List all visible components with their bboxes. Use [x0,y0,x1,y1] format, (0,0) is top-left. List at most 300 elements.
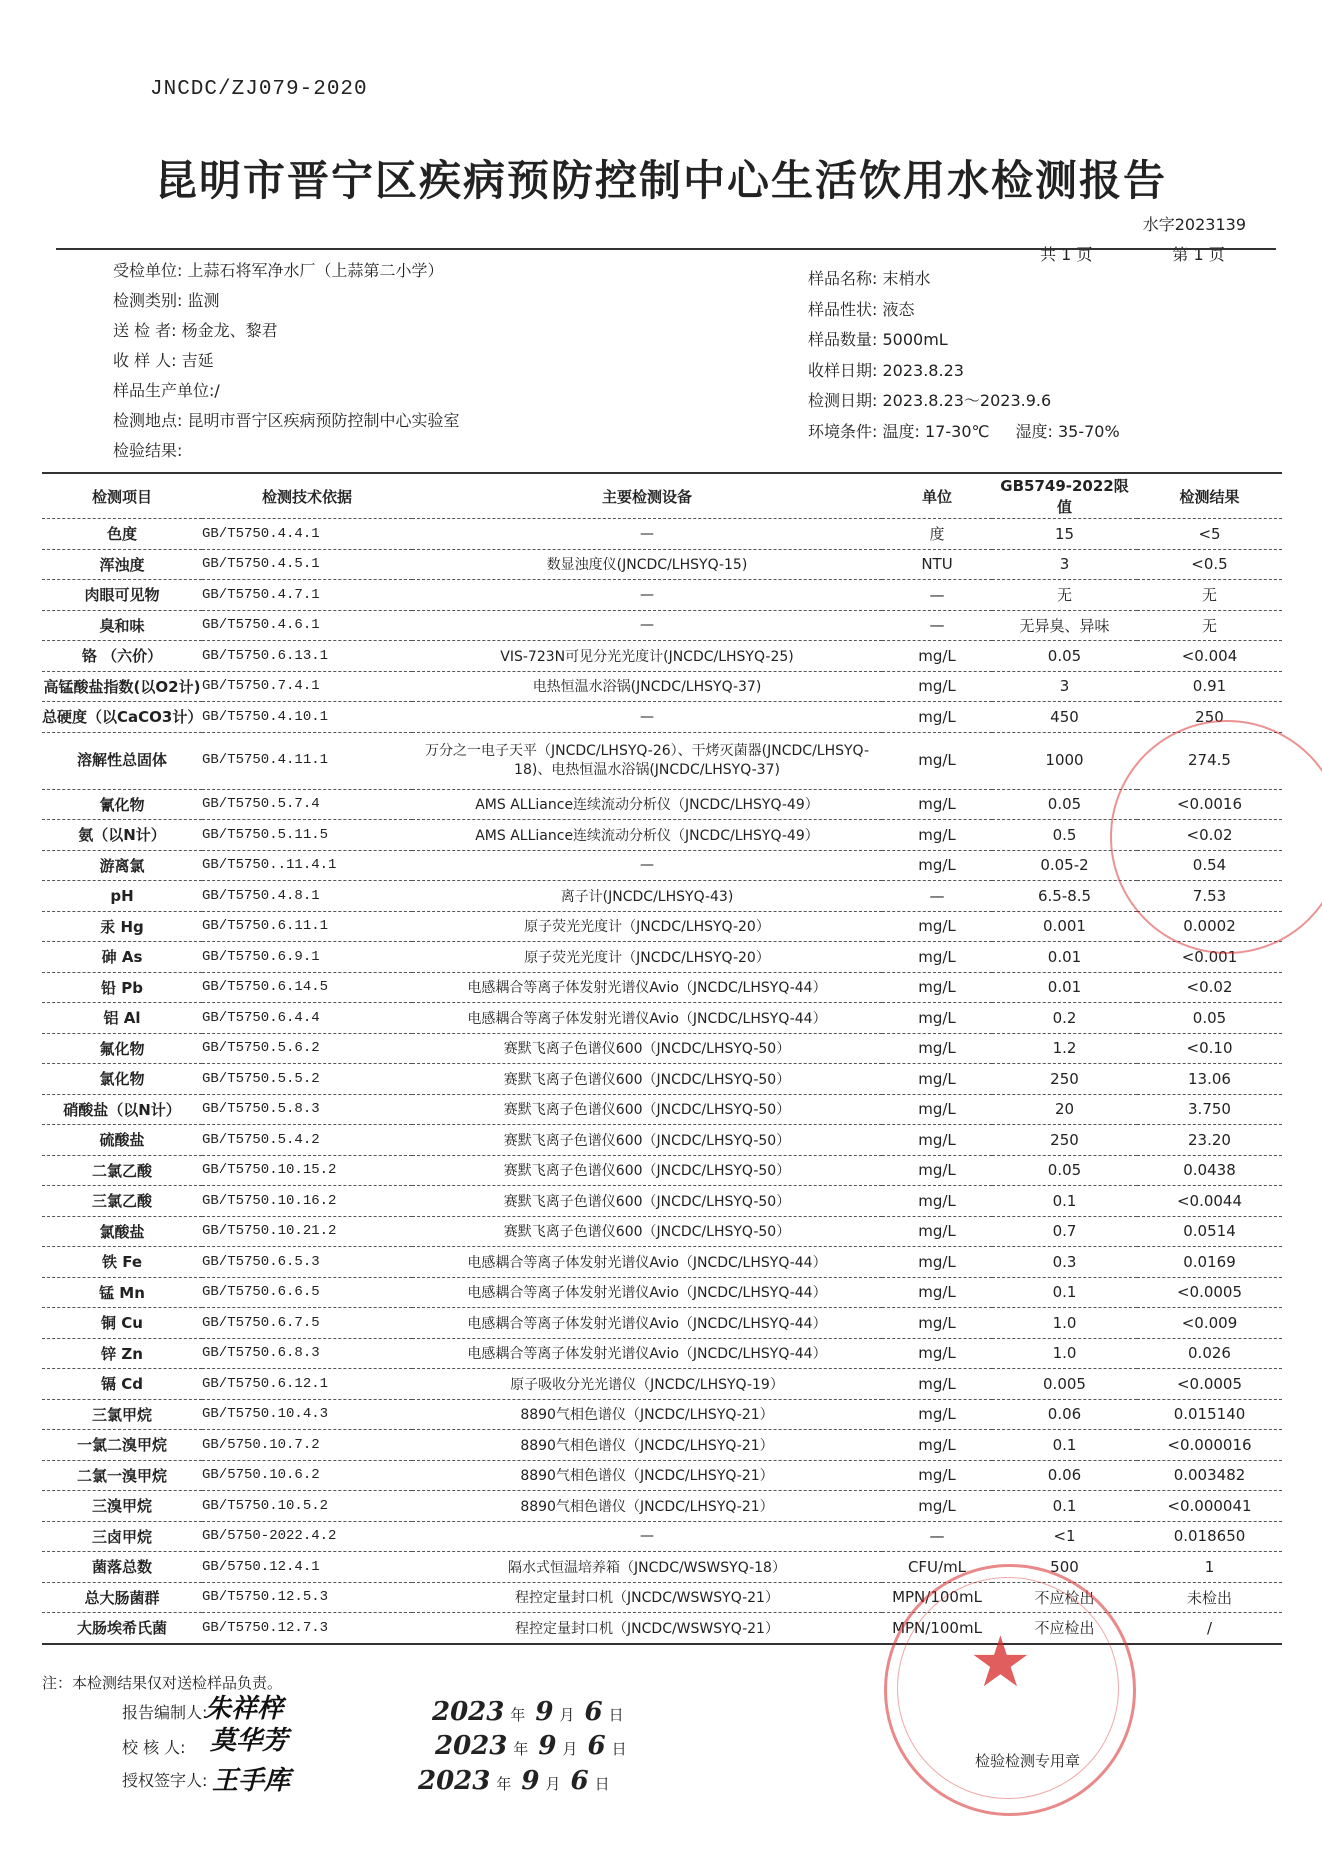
test-item: 锰 Mn [42,1277,202,1308]
test-method: GB/T5750.5.7.4 [202,789,412,820]
test-method: GB/T5750.6.7.5 [202,1308,412,1339]
test-item: pH [42,881,202,912]
test-unit: MPN/100mL [882,1582,992,1613]
category-value: 监测 [187,291,220,310]
table-row [42,610,1282,641]
signer-signature: 王手库 [212,1766,291,1796]
test-limit: 0.1 [992,1277,1137,1308]
test-unit: — [882,881,992,912]
category-row [113,286,460,316]
test-equipment: 电感耦合等离子体发射光谱仪Avio（JNCDC/LHSYQ-44） [412,1003,882,1034]
test-equipment: 离子计(JNCDC/LHSYQ-43) [412,881,882,912]
test-method: GB/T5750.6.12.1 [202,1369,412,1400]
test-method: GB/T5750.6.9.1 [202,942,412,973]
test-unit: mg/L [882,1033,992,1064]
test-unit: mg/L [882,789,992,820]
humidity-value: 35-70% [1057,421,1120,441]
test-unit: mg/L [882,1064,992,1095]
test-result: 0.003482 [1137,1460,1282,1491]
test-item: 总大肠菌群 [42,1582,202,1613]
sample-qty-row [808,325,1120,356]
test-result: 0.0002 [1137,911,1282,942]
test-limit: <1 [992,1521,1137,1552]
test-item: 砷 As [42,942,202,973]
table-row [42,881,1282,912]
test-limit: 0.5 [992,820,1137,851]
test-result: 250 [1137,702,1282,733]
test-item: 高锰酸盐指数(以O2计) [42,671,202,702]
reviewer-date-month: 9 [538,1731,557,1761]
test-limit: 250 [992,1125,1137,1156]
test-result: 0.0514 [1137,1216,1282,1247]
test-result: 23.20 [1137,1125,1282,1156]
location-value: 昆明市晋宁区疾病预防控制中心实验室 [187,411,460,430]
test-item: 锌 Zn [42,1338,202,1369]
test-result: 1 [1137,1552,1282,1583]
col-equipment-header: 主要检测设备 [601,487,692,506]
sample-info-left [113,256,460,466]
test-result: <0.004 [1137,641,1282,672]
table-row [42,850,1282,881]
test-item: 铬 （六价） [42,641,202,672]
test-unit: mg/L [882,1277,992,1308]
test-method: GB/T5750.6.4.4 [202,1003,412,1034]
total-pages: 共 1 页 [1040,245,1093,264]
test-result: <0.10 [1137,1033,1282,1064]
test-method: GB/T5750.4.5.1 [202,549,412,580]
test-item: 三卤甲烷 [42,1521,202,1552]
test-limit: 1.2 [992,1033,1137,1064]
test-item: 铁 Fe [42,1247,202,1278]
test-unit: mg/L [882,732,992,789]
signer-date [418,1766,620,1796]
test-equipment: 赛默飞离子色谱仪600（JNCDC/LHSYQ-50） [412,1155,882,1186]
test-unit: mg/L [882,1155,992,1186]
test-result: <0.02 [1137,820,1282,851]
test-result: 0.91 [1137,671,1282,702]
test-unit: — [882,1521,992,1552]
year-unit: 年 [496,1775,512,1793]
year-unit: 年 [513,1740,529,1758]
col-result-header: 检测结果 [1179,487,1240,506]
test-result: <0.5 [1137,549,1282,580]
test-item: 三氯甲烷 [42,1399,202,1430]
test-limit: 0.06 [992,1399,1137,1430]
test-method: GB/T5750.7.4.1 [202,671,412,702]
table-row [42,580,1282,611]
table-row [42,1308,1282,1339]
seal-star-icon: ★ [969,1621,1032,1703]
producer-label: 样品生产单位: [113,381,215,400]
test-item: 铝 Al [42,1003,202,1034]
receiver-row [113,346,460,376]
signer-date-day: 6 [570,1766,589,1796]
test-method: GB/T5750.12.7.3 [202,1613,412,1644]
month-unit: 月 [559,1706,575,1724]
receive-date-row [808,356,1120,387]
col-method-header: 检测技术依据 [261,487,352,506]
test-item: 臭和味 [42,610,202,641]
inspection-seal [884,1564,1136,1816]
test-equipment: 电感耦合等离子体发射光谱仪Avio（JNCDC/LHSYQ-44） [412,1338,882,1369]
table-row [42,1430,1282,1461]
test-method: GB/5750.12.4.1 [202,1552,412,1583]
test-equipment: AMS ALLiance连续流动分析仪（JNCDC/LHSYQ-49） [412,789,882,820]
test-limit: 0.06 [992,1460,1137,1491]
test-equipment: 程控定量封口机（JNCDC/WSWSYQ-21） [412,1613,882,1644]
compiler-date-year: 2023 [432,1697,505,1727]
sample-name-label: 样品名称: [808,269,878,288]
page-count [1040,242,1305,265]
month-unit: 月 [545,1775,561,1793]
test-limit: 0.01 [992,942,1137,973]
test-unit: mg/L [882,1094,992,1125]
reviewer-date-day: 6 [587,1731,606,1761]
test-limit: 500 [992,1552,1137,1583]
test-result: 0.54 [1137,850,1282,881]
table-row [42,1033,1282,1064]
test-unit: mg/L [882,1369,992,1400]
test-limit: 6.5-8.5 [992,881,1137,912]
test-limit: 无异臭、异味 [992,610,1137,641]
test-equipment: — [412,702,882,733]
result-row [113,436,460,466]
result-label: 检验结果: [113,441,183,460]
test-item: 氯酸盐 [42,1216,202,1247]
test-unit: mg/L [882,942,992,973]
test-result: <0.000041 [1137,1491,1282,1522]
test-result: 7.53 [1137,881,1282,912]
test-item: 铜 Cu [42,1308,202,1339]
test-limit: 250 [992,1064,1137,1095]
test-item: 三溴甲烷 [42,1491,202,1522]
table-row [42,1216,1282,1247]
table-row [42,1369,1282,1400]
test-method: GB/T5750.5.5.2 [202,1064,412,1095]
test-item: 溶解性总固体 [42,732,202,789]
reviewer-date [435,1731,637,1761]
test-unit: mg/L [882,641,992,672]
test-unit: mg/L [882,972,992,1003]
test-item: 色度 [42,519,202,550]
test-item: 菌落总数 [42,1552,202,1583]
receiver-value: 吉延 [181,351,214,370]
test-limit: 不应检出 [992,1613,1137,1644]
col-limit-header: GB5749-2022限值 [1000,477,1129,516]
test-item: 三氯乙酸 [42,1186,202,1217]
sample-state-label: 样品性状: [808,299,878,319]
test-limit: 0.1 [992,1430,1137,1461]
test-unit: — [882,610,992,641]
test-limit: 1000 [992,732,1137,789]
table-row [42,641,1282,672]
day-unit: 日 [611,1740,627,1758]
test-method: GB/T5750.4.7.1 [202,580,412,611]
table-row [42,519,1282,550]
test-item: 汞 Hg [42,911,202,942]
sample-name-row [808,264,1120,295]
test-unit: mg/L [882,1308,992,1339]
test-limit: 0.05-2 [992,850,1137,881]
test-limit: 0.7 [992,1216,1137,1247]
test-method: GB/T5750.5.8.3 [202,1094,412,1125]
test-unit: mg/L [882,1430,992,1461]
test-unit: mg/L [882,850,992,881]
table-row [42,911,1282,942]
test-item: 二氯一溴甲烷 [42,1460,202,1491]
month-unit: 月 [562,1740,578,1758]
table-row [42,942,1282,973]
test-unit: mg/L [882,1338,992,1369]
compiler-label: 报告编制人: [122,1703,208,1722]
test-result: 0.015140 [1137,1399,1282,1430]
table-row [42,1003,1282,1034]
table-row [42,1338,1282,1369]
test-equipment: VIS-723N可见分光光度计(JNCDC/LHSYQ-25) [412,641,882,672]
test-result: 0.0169 [1137,1247,1282,1278]
col-item-header: 检测项目 [91,487,152,506]
test-limit: 1.0 [992,1308,1137,1339]
table-row [42,1399,1282,1430]
test-result: <0.0044 [1137,1186,1282,1217]
test-equipment: 赛默飞离子色谱仪600（JNCDC/LHSYQ-50） [412,1186,882,1217]
test-item: 铅 Pb [42,972,202,1003]
test-equipment: 8890气相色谱仪（JNCDC/LHSYQ-21） [412,1430,882,1461]
table-row [42,702,1282,733]
test-equipment: — [412,580,882,611]
report-number: 水字2023139 [1142,215,1246,234]
test-limit: 0.1 [992,1186,1137,1217]
test-unit: NTU [882,549,992,580]
test-limit: 0.005 [992,1369,1137,1400]
sender-row [113,316,460,346]
sample-info-right [808,264,1120,447]
test-result: <0.000016 [1137,1430,1282,1461]
test-item: 肉眼可见物 [42,580,202,611]
table-row [42,1521,1282,1552]
test-equipment: 数显浊度仪(JNCDC/LHSYQ-15) [412,549,882,580]
test-method: GB/T5750.10.5.2 [202,1491,412,1522]
test-limit: 20 [992,1094,1137,1125]
test-method: GB/5750.10.7.2 [202,1430,412,1461]
table-row [42,789,1282,820]
test-date-label: 检测日期: [808,391,878,410]
temperature-value: 17-30℃ [925,421,990,441]
test-method: GB/T5750.4.11.1 [202,732,412,789]
test-result: 0.0438 [1137,1155,1282,1186]
receiver-label: 收 样 人: [113,351,177,370]
results-table [42,472,1282,1645]
test-item: 一氯二溴甲烷 [42,1430,202,1461]
test-item: 氰化物 [42,789,202,820]
reviewer-date-year: 2023 [435,1731,508,1761]
disclaimer-note: 注：本检测结果仅对送检样品负责。 [42,1674,283,1692]
test-unit: — [882,580,992,611]
compiler-date-day: 6 [584,1697,603,1727]
table-row [42,1186,1282,1217]
compiler-date-month: 9 [535,1697,554,1727]
test-method: GB/T5750.6.6.5 [202,1277,412,1308]
test-unit: mg/L [882,1460,992,1491]
test-date-row [808,386,1120,417]
test-equipment: 电感耦合等离子体发射光谱仪Avio（JNCDC/LHSYQ-44） [412,972,882,1003]
test-item: 总硬度（以CaCO3计） [42,702,202,733]
test-equipment: 8890气相色谱仪（JNCDC/LHSYQ-21） [412,1460,882,1491]
test-method: GB/T5750.10.21.2 [202,1216,412,1247]
test-equipment: 隔水式恒温培养箱（JNCDC/WSWSYQ-18） [412,1552,882,1583]
table-row [42,1125,1282,1156]
reviewer-label: 校 核 人: [122,1738,186,1757]
page-number: 第 1 页 [1172,245,1225,264]
inspected-unit-row [113,256,460,286]
test-method: GB/T5750.12.5.3 [202,1582,412,1613]
test-item: 氟化物 [42,1033,202,1064]
test-equipment: 赛默飞离子色谱仪600（JNCDC/LHSYQ-50） [412,1125,882,1156]
report-title: 昆明市晋宁区疾病预防控制中心生活饮用水检测报告 [154,156,1167,205]
test-equipment: 电感耦合等离子体发射光谱仪Avio（JNCDC/LHSYQ-44） [412,1308,882,1339]
test-equipment: 电感耦合等离子体发射光谱仪Avio（JNCDC/LHSYQ-44） [412,1247,882,1278]
test-unit: CFU/mL [882,1552,992,1583]
category-label: 检测类别: [113,291,183,310]
test-equipment: — [412,850,882,881]
sample-qty-value: 5000mL [882,330,948,349]
compiler-date [432,1697,634,1727]
test-limit: 0.001 [992,911,1137,942]
test-method: GB/5750.10.6.2 [202,1460,412,1491]
table-row [42,1277,1282,1308]
test-equipment: 原子荧光光度计（JNCDC/LHSYQ-20） [412,942,882,973]
receive-date-value: 2023.8.23 [882,360,964,380]
test-method: GB/T5750.10.15.2 [202,1155,412,1186]
test-result: 0.05 [1137,1003,1282,1034]
test-limit: 3 [992,671,1137,702]
test-limit: 0.1 [992,1491,1137,1522]
test-result: 无 [1137,610,1282,641]
test-equipment: AMS ALLiance连续流动分析仪（JNCDC/LHSYQ-49） [412,820,882,851]
day-unit: 日 [594,1775,610,1793]
test-equipment: 原子荧光光度计（JNCDC/LHSYQ-20） [412,911,882,942]
test-result: <0.0016 [1137,789,1282,820]
test-date-value: 2023.8.23～2023.9.6 [882,391,1052,410]
sample-state-value: 液态 [882,299,915,319]
test-limit: 0.05 [992,1155,1137,1186]
test-result: 无 [1137,580,1282,611]
test-equipment: 赛默飞离子色谱仪600（JNCDC/LHSYQ-50） [412,1094,882,1125]
inspected-unit-value: 上蒜石将军净水厂（上蒜第二小学） [187,261,444,280]
test-unit: MPN/100mL [882,1613,992,1644]
test-limit: 15 [992,519,1137,550]
compiler-signature: 朱祥梓 [205,1694,284,1724]
test-method: GB/T5750.5.11.5 [202,820,412,851]
test-limit: 无 [992,580,1137,611]
test-unit: mg/L [882,1125,992,1156]
test-result: 未检出 [1137,1582,1282,1613]
signer-date-year: 2023 [418,1766,491,1796]
test-equipment: — [412,1521,882,1552]
test-method: GB/T5750.4.8.1 [202,881,412,912]
table-row [42,972,1282,1003]
table-row [42,1094,1282,1125]
document-code: JNCDC/ZJ079-2020 [150,78,368,101]
table-row [42,1247,1282,1278]
day-unit: 日 [608,1706,624,1724]
test-equipment: 赛默飞离子色谱仪600（JNCDC/LHSYQ-50） [412,1033,882,1064]
test-item: 氯化物 [42,1064,202,1095]
environment-label: 环境条件: [808,421,878,441]
test-unit: mg/L [882,1491,992,1522]
sample-qty-label: 样品数量: [808,330,878,349]
test-item: 大肠埃希氏菌 [42,1613,202,1644]
test-limit: 0.05 [992,641,1137,672]
test-result: <0.001 [1137,942,1282,973]
producer-value: / [214,381,220,400]
test-result: <5 [1137,519,1282,550]
table-row [42,671,1282,702]
test-method: GB/T5750.6.14.5 [202,972,412,1003]
test-equipment: 原子吸收分光光谱仪（JNCDC/LHSYQ-19） [412,1369,882,1400]
test-unit: mg/L [882,702,992,733]
test-limit: 0.05 [992,789,1137,820]
test-result: <0.009 [1137,1308,1282,1339]
test-unit: mg/L [882,1216,992,1247]
seal-label: 检验检测专用章 [975,1752,1081,1770]
test-unit: mg/L [882,1186,992,1217]
test-equipment: 电热恒温水浴锅(JNCDC/LHSYQ-37) [412,671,882,702]
test-method: GB/5750-2022.4.2 [202,1521,412,1552]
signer-date-month: 9 [521,1766,540,1796]
table-row [42,1064,1282,1095]
test-limit: 450 [992,702,1137,733]
test-result: 274.5 [1137,732,1282,789]
test-result: 3.750 [1137,1094,1282,1125]
sample-name-value: 末梢水 [882,269,931,288]
year-unit: 年 [510,1706,526,1724]
test-result: 0.026 [1137,1338,1282,1369]
test-method: GB/T5750.4.6.1 [202,610,412,641]
test-unit: 度 [882,519,992,550]
table-row [42,1491,1282,1522]
test-unit: mg/L [882,1003,992,1034]
test-method: GB/T5750.5.6.2 [202,1033,412,1064]
location-label: 检测地点: [113,411,183,430]
test-unit: mg/L [882,671,992,702]
test-method: GB/T5750.10.4.3 [202,1399,412,1430]
test-equipment: 万分之一电子天平（JNCDC/LHSYQ-26）、干烤灭菌器(JNCDC/LHSYQ-18)、电热恒温水浴锅(JNCDC/LHSYQ-37) [412,732,882,789]
test-item: 氨（以N计） [42,820,202,851]
col-unit-header: 单位 [921,487,952,506]
test-unit: mg/L [882,820,992,851]
test-item: 硝酸盐（以N计） [42,1094,202,1125]
reviewer-signature: 莫华芳 [210,1726,289,1756]
humidity-label: 湿度: [1015,421,1053,441]
test-equipment: 8890气相色谱仪（JNCDC/LHSYQ-21） [412,1399,882,1430]
table-row [42,732,1282,789]
test-equipment: 赛默飞离子色谱仪600（JNCDC/LHSYQ-50） [412,1064,882,1095]
test-equipment: 8890气相色谱仪（JNCDC/LHSYQ-21） [412,1491,882,1522]
test-result: <0.02 [1137,972,1282,1003]
test-method: GB/T5750.5.4.2 [202,1125,412,1156]
test-limit: 不应检出 [992,1582,1137,1613]
test-limit: 0.3 [992,1247,1137,1278]
test-item: 游离氯 [42,850,202,881]
test-equipment: — [412,610,882,641]
test-item: 镉 Cd [42,1369,202,1400]
test-method: GB/T5750.10.16.2 [202,1186,412,1217]
test-result: / [1137,1613,1282,1644]
test-equipment: 电感耦合等离子体发射光谱仪Avio（JNCDC/LHSYQ-44） [412,1277,882,1308]
table-row [42,1460,1282,1491]
test-unit: mg/L [882,1399,992,1430]
